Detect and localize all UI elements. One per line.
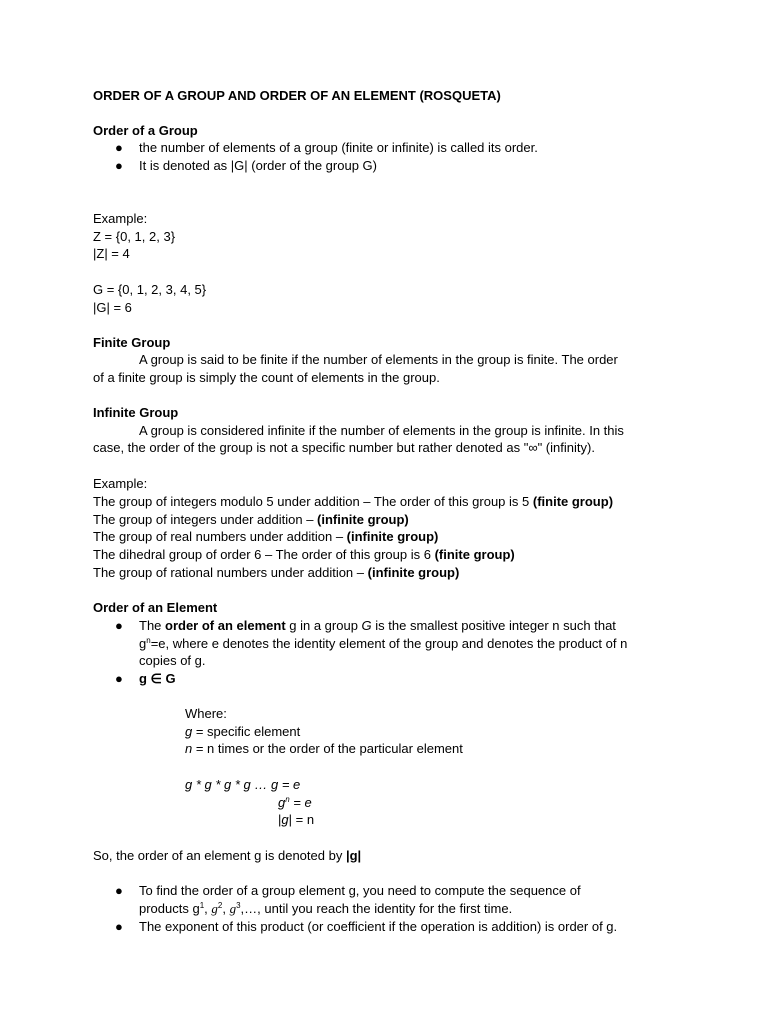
group-symbol: G: [361, 618, 372, 633]
example-row: [93, 493, 613, 510]
paragraph-line: A group is considered infinite if the number of elements in the group is infinite. In this: [139, 423, 624, 438]
bullet-text-continued: copies of g.: [139, 653, 206, 668]
bold-term: order of an element: [165, 618, 286, 633]
document-title: ORDER OF A GROUP AND ORDER OF AN ELEMENT (ROSQUETA): [93, 88, 501, 103]
equation-line: [278, 794, 312, 811]
bullet-icon: ●: [115, 671, 123, 686]
symbol: n: [185, 741, 193, 756]
text-run: = n times or the order of the particular element: [192, 741, 463, 756]
example-row-tag: (infinite group): [367, 565, 460, 580]
bullet-text: To find the order of a group element g, you need to compute the sequence of: [139, 883, 581, 898]
example-row-text: The dihedral group of order 6 – The order of this group is 6: [93, 547, 435, 562]
text-run: =e, where e denotes the identity element of the group and denotes the product of n: [150, 636, 628, 651]
bullet-text: g ∈ G: [139, 671, 176, 686]
example-row-text: The group of real numbers under addition –: [93, 529, 347, 544]
bullet-icon: ●: [115, 883, 123, 898]
symbol: g: [185, 724, 193, 739]
example-line: |Z| = 4: [93, 246, 130, 261]
symbol: g: [278, 795, 286, 810]
text-run: | = n: [288, 812, 315, 827]
example-row-text: The group of rational numbers under addition –: [93, 565, 368, 580]
text-run: g: [139, 636, 147, 651]
text-run: ,…, until you reach the identity for the first time.: [240, 901, 513, 916]
text-run: is the smallest positive integer n such that: [371, 618, 616, 633]
example-label: Example:: [93, 476, 148, 491]
example-row: [93, 528, 438, 545]
bullet-text-continued: [139, 900, 512, 917]
superscript: 3: [236, 901, 241, 910]
text-run: products g: [139, 901, 200, 916]
example-row: [93, 564, 459, 581]
paragraph-line: of a finite group is simply the count of elements in the group.: [93, 370, 440, 385]
bullet-text-continued: [139, 635, 627, 652]
symbol: g: [281, 812, 289, 827]
bullet-icon: ●: [115, 158, 123, 173]
bullet-text: It is denoted as |G| (order of the group G): [139, 158, 377, 173]
paragraph-line: A group is said to be finite if the number of elements in the group is finite. The order: [139, 352, 618, 367]
superscript: n: [285, 795, 290, 804]
heading-infinite-group: Infinite Group: [93, 405, 179, 420]
text-run: = e: [289, 795, 312, 810]
text-run: g in a group: [285, 618, 362, 633]
example-row: [93, 511, 409, 528]
text-run: |: [278, 812, 282, 827]
symbol: g: [229, 901, 237, 916]
definition-line: [185, 723, 300, 740]
bullet-text: [139, 617, 616, 634]
superscript: n: [146, 636, 151, 645]
text-run: So, the order of an element g is denoted by: [93, 848, 346, 863]
bullet-icon: ●: [115, 919, 123, 934]
heading-finite-group: Finite Group: [93, 335, 171, 350]
example-row: [93, 546, 515, 563]
example-row-text: The group of integers modulo 5 under addition – The order of this group is 5: [93, 494, 533, 509]
symbol: g: [211, 901, 218, 916]
text-run: ,: [204, 901, 212, 916]
heading-order-of-element: Order of an Element: [93, 600, 218, 615]
text-run: = specific element: [192, 724, 301, 739]
example-line: G = {0, 1, 2, 3, 4, 5}: [93, 282, 207, 297]
example-line: |G| = 6: [93, 300, 132, 315]
text-run: ,: [222, 901, 230, 916]
where-label: Where:: [185, 706, 227, 721]
heading-order-of-group: Order of a Group: [93, 123, 198, 138]
bullet-icon: ●: [115, 140, 123, 155]
summary-line: [93, 847, 361, 864]
example-row-text: The group of integers under addition –: [93, 512, 318, 527]
equation-line: g * g * g * g … g = e: [185, 777, 301, 792]
superscript: 2: [217, 901, 223, 910]
example-label: Example:: [93, 211, 148, 226]
bullet-text: The exponent of this product (or coefficient if the operation is addition) is order of g.: [139, 919, 618, 934]
text-run: The: [139, 618, 166, 633]
paragraph-line: case, the order of the group is not a specific number but rather denoted as "∞" (infinity).: [93, 440, 595, 455]
definition-line: [185, 740, 463, 757]
example-row-tag: (finite group): [532, 494, 614, 509]
bullet-icon: ●: [115, 618, 123, 633]
example-row-tag: (infinite group): [346, 529, 439, 544]
equation-line: [278, 811, 314, 828]
superscript: 1: [199, 901, 205, 910]
bold-term: |g|: [345, 848, 362, 863]
example-row-tag: (infinite group): [317, 512, 409, 527]
example-line: Z = {0, 1, 2, 3}: [93, 229, 176, 244]
example-row-tag: (finite group): [434, 547, 515, 562]
bullet-text: the number of elements of a group (finite or infinite) is called its order.: [139, 140, 538, 155]
